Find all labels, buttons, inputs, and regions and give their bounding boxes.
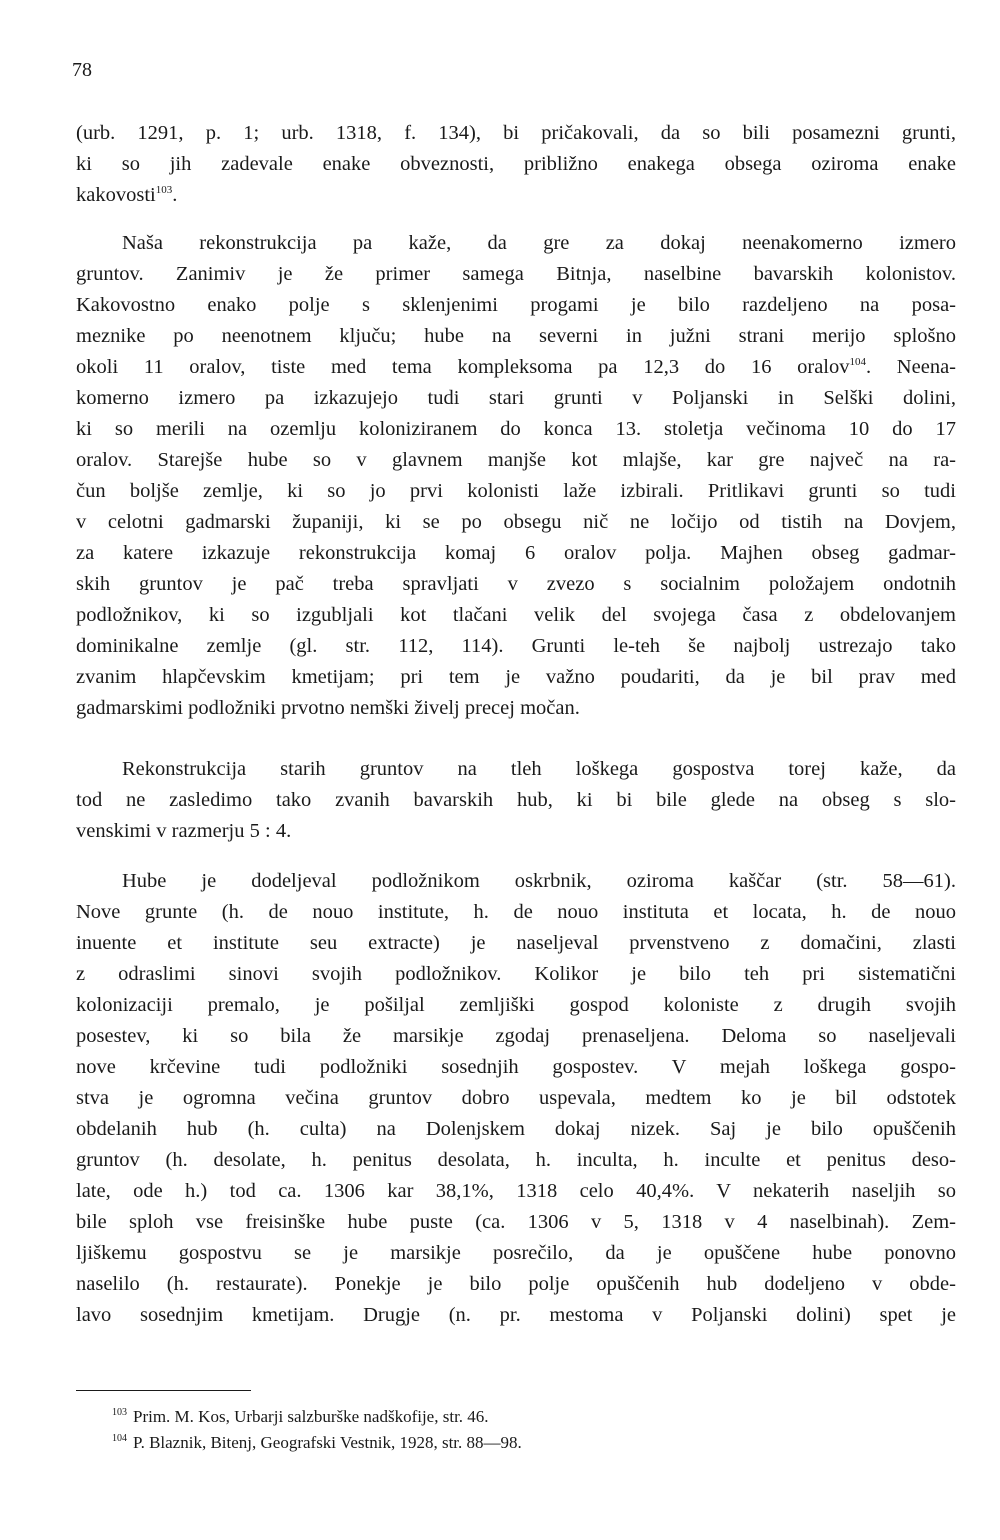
- text-line: Naša rekonstrukcija pa kaže, da gre za dokaj neenakomerno izmero: [122, 232, 956, 254]
- text-line: ljiškemu gospostvu se je marsikje posrečilo, da je opuščene hube ponovno: [76, 1242, 956, 1264]
- footnote-103: [112, 1404, 912, 1430]
- text-line: Nove grunte (h. de nouo institute, h. de nouo instituta et locata, h. de nouo: [76, 901, 956, 923]
- footnote-104: [112, 1430, 912, 1456]
- text-line: lavo sosednjim kmetijam. Drugje (n. pr. mestoma v Poljanski dolini) spet je: [76, 1304, 956, 1326]
- text-line: meznike po neenotnem ključu; hube na severni in južni strani merijo splošno: [76, 325, 956, 347]
- text-line: tod ne zasledimo tako zvanih bavarskih hub, ki bi bile glede na obseg s slo-: [76, 789, 956, 811]
- text-line: ki so merili na ozemlju koloniziranem do konca 13. stoletja večinoma 10 do 17: [76, 418, 956, 440]
- text-line: skih gruntov je pač treba spravljati v zvezo s socialnim položajem ondotnih: [76, 573, 956, 595]
- text-line: v celotni gadmarski županiji, ki se po obsegu nič ne ločijo od tistih na Dovjem,: [76, 511, 956, 533]
- paragraph-2: [76, 228, 956, 724]
- text-line: ki so jih zadevale enake obveznosti, približno enakega obsega oziroma enake: [76, 153, 956, 175]
- text-line: podložnikov, ki so izgubljali kot tlačani velik del svojega časa z obdelovanjem: [76, 604, 956, 626]
- text-line: Rekonstrukcija starih gruntov na tleh loškega gospostva torej kaže, da: [122, 758, 956, 780]
- text-line: gruntov (h. desolate, h. penitus desolata, h. inculta, h. inculte et penitus deso-: [76, 1149, 956, 1171]
- text-line: posestev, ki so bila že marsikje zgodaj prenaseljena. Deloma so naseljevali: [76, 1025, 956, 1047]
- page-number: 78: [72, 59, 92, 81]
- text-fragment: kakovosti: [76, 184, 156, 206]
- footnote-number: 104: [112, 1433, 127, 1444]
- text-line: Kakovostno enako polje s sklenjenimi progami je bilo razdeljeno na posa-: [76, 294, 956, 316]
- footnote-text: Prim. M. Kos, Urbarji salzburške nadškofije, str. 46.: [133, 1407, 489, 1426]
- text-line: [76, 352, 956, 383]
- text-line: kolonizaciji premalo, je pošiljal zemljiški gospod koloniste z drugih svojih: [76, 994, 956, 1016]
- text-line: oralov. Starejše hube so v glavnem manjše kot mlajše, kar gre največ na ra-: [76, 449, 956, 471]
- text-line: komerno izmero pa izkazujejo tudi stari grunti v Poljanski in Selški dolini,: [76, 387, 956, 409]
- footnote-number: 103: [112, 1407, 127, 1418]
- text-line: obdelanih hub (h. culta) na Dolenjskem dokaj nizek. Saj je bilo opuščenih: [76, 1118, 956, 1140]
- footnote-text: P. Blaznik, Bitenj, Geografski Vestnik, 1928, str. 88—98.: [133, 1433, 522, 1452]
- text-line: Hube je dodeljeval podložnikom oskrbnik, oziroma kaščar (str. 58—61).: [122, 870, 956, 892]
- footnote-divider: [76, 1390, 251, 1391]
- paragraph-3: [76, 754, 956, 847]
- text-fragment: .: [172, 184, 178, 206]
- text-line: nove krčevine tudi podložniki sosednjih gospostev. V mejah loškega gospo-: [76, 1056, 956, 1078]
- text-line: dominikalne zemlje (gl. str. 112, 114). Grunti le-teh še najbolj ustrezajo tako: [76, 635, 956, 657]
- text-line: venskimi v razmerju 5 : 4.: [76, 820, 292, 842]
- text-line: late, ode h.) tod ca. 1306 kar 38,1%, 1318 celo 40,4%. V nekaterih naseljih so: [76, 1180, 956, 1202]
- text-line: za katere izkazuje rekonstrukcija komaj 6 oralov polja. Majhen obseg gadmar-: [76, 542, 956, 564]
- paragraph-1: [76, 118, 956, 211]
- text-fragment: . Neena-: [866, 356, 956, 378]
- text-line: inuente et institute seu extracte) je naseljeval prvenstveno z domačini, zlasti: [76, 932, 956, 954]
- paragraph-4: [76, 866, 956, 1331]
- text-line: bile sploh vse freisinške hube puste (ca. 1306 v 5, 1318 v 4 naselbinah). Zem-: [76, 1211, 956, 1233]
- text-line: zvanim hlapčevskim kmetijam; pri tem je važno poudariti, da je bil prav med: [76, 666, 956, 688]
- footnotes: [112, 1404, 912, 1456]
- text-line: (urb. 1291, p. 1; urb. 1318, f. 134), bi pričakovali, da so bili posamezni grunti,: [76, 122, 956, 144]
- text-line: naselilo (h. restaurate). Ponekje je bilo polje opuščenih hub dodeljeno v obde-: [76, 1273, 956, 1295]
- text-line: gruntov. Zanimiv je že primer samega Bitnja, naselbine bavarskih kolonistov.: [76, 263, 956, 285]
- footnote-ref-104: 104: [849, 356, 866, 368]
- text-line: gadmarskimi podložniki prvotno nemški živelj precej močan.: [76, 697, 580, 719]
- text-line: [76, 180, 956, 211]
- text-line: z odraslimi sinovi svojih podložnikov. Kolikor je bilo teh pri sistematični: [76, 963, 956, 985]
- text-fragment: okoli 11 oralov, tiste med tema kompleksoma pa 12,3 do 16 oralov: [76, 356, 850, 378]
- footnote-ref-103: 103: [155, 184, 173, 196]
- text-line: stva je ogromna večina gruntov dobro uspevala, medtem ko je bil odstotek: [76, 1087, 956, 1109]
- text-line: čun boljše zemlje, ki so jo prvi kolonisti laže izbirali. Pritlikavi grunti so tudi: [76, 480, 956, 502]
